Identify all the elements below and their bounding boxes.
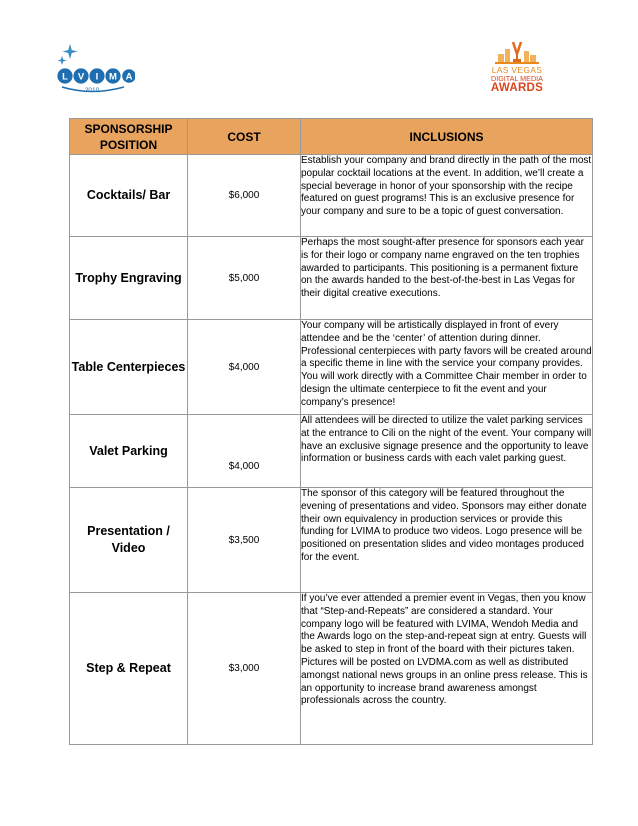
row-inclusions-text: If you’ve ever attended a premier event in Vegas, then you know that “Step-and-Repeats” are considered a standard. Your company logo will be featured with LVIMA, Wendoh Media and the Awards logo on the step-and-repeat sign at entry. Guests will be asked to step in front of the board with their pictures taken. Pictures will be posted on LVDMA.com as well as distributed amongst national news groups in an online press release. This is an opportunity to increase brand awareness amongst professionals across the country. [301,593,588,707]
svg-text:V: V [77,71,85,83]
table-row [70,320,593,415]
row-position: Step & Repeat [70,593,188,745]
row-position: Cocktails/ Bar [70,155,188,237]
row-inclusions [301,488,593,593]
row-inclusions-text: Establish your company and brand directly in the path of the most popular cocktail locations at the event. In addition, we’ll create a special beverage in honor of your sponsorship with the recipe featured on guest programs! This is an exclusive presence for your company and sure to be a topic of guest conversation. [301,155,592,218]
svg-text:2010: 2010 [84,87,100,94]
header-cost: COST [188,119,301,155]
row-position: Table Centerpieces [70,320,188,415]
svg-text:M: M [109,71,117,83]
row-cost: $3,000 [188,593,301,745]
row-inclusions-text: All attendees will be directed to utilize the valet parking services at the entrance to Cili on the night of the event. Your company will have an exclusive signage presence and the opportunity to leave information or business cards with each valet parking guest. [301,415,592,465]
row-cost: $6,000 [188,155,301,237]
row-cost: $3,500 [188,488,301,593]
svg-text:L: L [62,71,68,83]
lvima-logo-graphic [50,40,135,100]
svg-text:A: A [125,71,133,83]
awards-logo-line1: LAS VEGAS [491,65,543,75]
table-row [70,237,593,320]
table-row [70,415,593,488]
awards-logo [487,40,547,96]
row-position: Trophy Engraving [70,237,188,320]
row-cost: $4,000 [188,320,301,415]
row-position: Presentation / Video [70,488,188,593]
row-position: Valet Parking [70,415,188,488]
row-cost: $5,000 [188,237,301,320]
row-inclusions [301,415,593,488]
awards-logo-line2: DIGITAL MEDIA [491,74,543,83]
header-position: SPONSORSHIP POSITION [70,119,188,155]
header-inclusions: INCLUSIONS [301,119,593,155]
svg-text:I: I [95,71,99,83]
row-inclusions-text: Your company will be artistically displayed in front of every attendee and be the ‘center’ of attention during dinner. Professional centerpieces with party favors will be created around a specific theme in line with the service your company provides. You will work directly with a Committee Chair member in order to design the ultimate centerpiece to fit the event and your company’s presence! [301,320,592,408]
row-cost: $4,000 [188,415,301,488]
row-inclusions [301,155,593,237]
table-header-row [70,119,593,155]
table-row [70,155,593,237]
row-inclusions [301,320,593,415]
row-inclusions [301,593,593,745]
row-inclusions-text: Perhaps the most sought-after presence for sponsors each year is for their logo or company name engraved on the ten trophies awarded to participants. This positioning is a permanent fixture on the awards handed to the best-of-the-best in Las Vegas for their digital creative executions. [301,237,584,300]
row-inclusions-text: The sponsor of this category will be featured throughout the evening of presentations and video. Sponsors may either donate their own equivalency in production services or provide this funding for LVIMA to produce two videos. Logo presence will be positioned on presentation slides and video montages produced for the event. [301,488,587,563]
row-inclusions [301,237,593,320]
lvima-logo [50,40,135,100]
awards-trophy-graphic [487,40,547,66]
sponsorship-table [69,118,593,745]
table-row [70,488,593,593]
table-row [70,593,593,745]
awards-logo-line3: AWARDS [490,82,544,94]
